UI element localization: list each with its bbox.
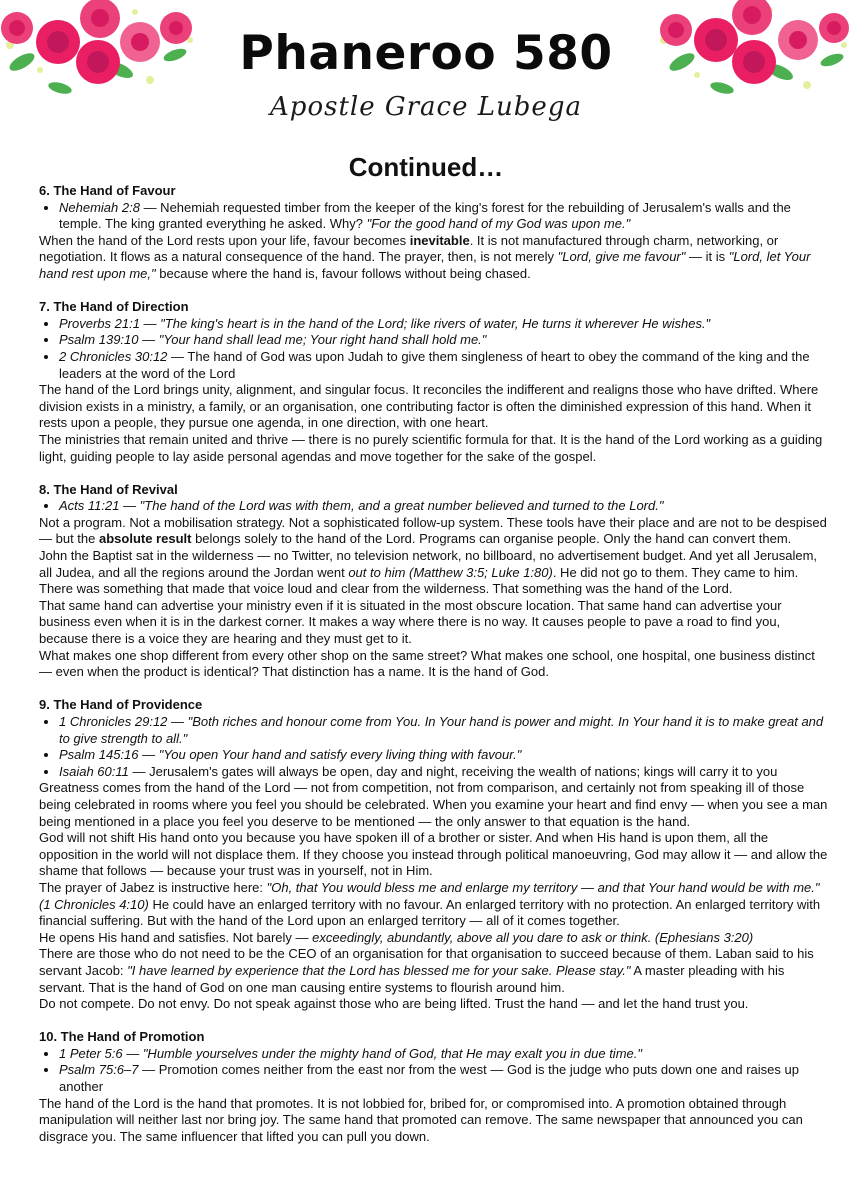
text-run: Not a program. Not a mobilisation strategy. Not a sophisticated follow-up system. These tools have their place and are not to be despised — but the — [39, 514, 827, 547]
scripture-reference: Psalm 75:6–7 — [59, 1062, 139, 1078]
page-title: Phaneroo 580 — [239, 26, 613, 81]
section-hand-of-direction — [39, 299, 829, 465]
scripture-item — [59, 332, 829, 349]
italic-text: "Oh, that You would bless me and enlarge my territory — and that Your hand would be with me." (1 Chronicles 4:10) — [39, 879, 820, 912]
paragraph: The hand of the Lord is the hand that promotes. It is not lobbied for, bribed for, or compromised into. A promotion obtained through manipulation will neither last nor bring joy. The same hand that promoted can remove. The same newspaper that announced you can disgrace you. The same influencer that lifted you can pull you down. — [39, 1095, 803, 1144]
scripture-item — [59, 200, 829, 233]
text-run: John the Baptist sat in the wilderness — no Twitter, no television network, no billboard, no advertisement budget. And yet all Jerusalem, all Judea, and all the regions around the Jordan went — [39, 548, 818, 580]
section-hand-of-providence — [39, 697, 829, 1012]
paragraph: What makes one shop different from every other shop on the same street? What makes one school, one hospital, one business distinct — even when the product is identical? That distinction has a name. It is the hand of God. — [39, 647, 815, 680]
paragraph — [39, 548, 829, 598]
scripture-item — [59, 747, 829, 764]
scripture-list — [39, 498, 829, 515]
paragraph — [39, 880, 829, 930]
scripture-item — [59, 316, 829, 333]
text-run: belongs solely to the hand of the Lord. Programs can organise people. Only the hand can convert them. — [191, 531, 792, 547]
paragraph — [39, 930, 829, 947]
scripture-text: — Jerusalem's gates will always be open, day and night, receiving the wealth of nations; kings will carry it to you — [128, 763, 778, 779]
scripture-quote: 1 Chronicles 29:12 — "Both riches and honour come from You. In Your hand is power and might. In Your hand it is to make great and to give strength to all." — [59, 714, 824, 746]
scripture-quote: 1 Peter 5:6 — "Humble yourselves under the mighty hand of God, that He may exalt you in due time." — [59, 1045, 642, 1061]
text-run: A master pleading with his servant. That is the hand of God on one man causing entire systems to flourish around him. — [39, 962, 785, 995]
text-run: — it is — [685, 249, 729, 265]
scripture-item — [59, 498, 829, 515]
text-run: . It is not manufactured through charm, networking, or negotiation. It flows as a natural consequence of the hand. The prayer, then, is not merely — [39, 232, 779, 265]
scripture-reference: Isaiah 60:11 — [59, 763, 129, 779]
paragraph: God will not shift His hand onto you because you have spoken ill of a brother or sister. And when His hand is upon them, all the opposition in the world will not displace them. If they choose you instead through political manoeuvring, God may allow it — and allow the shame that follows — because your trust was in yourself, not in Him. — [39, 830, 828, 879]
paragraph — [39, 515, 829, 548]
section-heading: 9. The Hand of Providence — [39, 697, 203, 713]
scripture-text: — Nehemiah requested timber from the keeper of the king's forest for the rebuilding of Jerusalem's walls and the temple. The king granted everything he asked. Why? — [59, 199, 791, 232]
text-run: He opens His hand and satisfies. Not barely — — [39, 929, 313, 945]
scripture-quote: Psalm 145:16 — "You open Your hand and satisfy every living thing with favour." — [59, 747, 522, 763]
paragraph: That same hand can advertise your ministry even if it is situated in the most obscure location. That same hand can advertise your business even when it is in the darkest corner. It makes a way where there is no way. It causes people to pave a road to find you, because there is a voice they are hearing and they must get to it. — [39, 597, 782, 647]
paragraph — [39, 946, 829, 996]
scripture-list — [39, 1046, 829, 1096]
section-hand-of-revival — [39, 482, 829, 681]
section-heading: 6. The Hand of Favour — [39, 183, 176, 198]
section-hand-of-favour — [39, 183, 829, 283]
scripture-list — [39, 200, 829, 233]
section-heading: 8. The Hand of Revival — [39, 481, 178, 497]
scripture-item — [59, 1046, 829, 1063]
italic-text: "Lord, give me favour" — [557, 249, 686, 265]
scripture-reference: Nehemiah 2:8 — [59, 199, 140, 215]
scripture-list — [39, 316, 829, 382]
text-run: There are those who do not need to be the CEO of an organisation for that organisation to succeed because of them. Laban said to his servant Jacob: — [39, 946, 814, 978]
page-subtitle: Continued… — [348, 152, 504, 182]
paragraph — [39, 233, 829, 283]
document-body — [39, 183, 829, 1162]
italic-text: "I have learned by experience that the Lord has blessed me for your sake. Please stay." — [127, 962, 631, 978]
section-heading: 7. The Hand of Direction — [39, 299, 189, 315]
scripture-text: — Promotion comes neither from the east nor from the west — God is the judge who puts down one and raises up another — [59, 1062, 799, 1095]
scripture-item — [59, 349, 829, 382]
scripture-quote: Proverbs 21:1 — "The king's heart is in the hand of the Lord; like rivers of water, He turns it wherever He wishes." — [59, 315, 711, 331]
scripture-quote: Psalm 139:10 — "Your hand shall lead me; Your right hand shall hold me." — [59, 332, 487, 348]
paragraph: The hand of the Lord brings unity, alignment, and singular focus. It reconciles the indifferent and realigns those who have drifted. Where division exists in a ministry, a family, or an organisation, one contributing factor is often the diminished expression of this hand. When it rests upon a people, they pursue one agenda, in one direction, with one heart. — [39, 382, 819, 431]
italic-text: "Lord, let Your hand rest upon me," — [39, 249, 811, 281]
scripture-item — [59, 1062, 829, 1095]
scripture-reference: 2 Chronicles 30:12 — [59, 348, 168, 364]
section-hand-of-promotion — [39, 1029, 829, 1145]
italic-text: out to him (Matthew 3:5; Luke 1:80) — [348, 564, 553, 580]
italic-text: exceedingly, abundantly, above all you dare to ask or think. (Ephesians 3:20) — [312, 929, 754, 945]
scripture-list — [39, 714, 829, 780]
author-signature: Apostle Grace Lubega — [270, 92, 582, 122]
text-run: because where the hand is, favour follows without being chased. — [155, 265, 531, 281]
text-run: The prayer of Jabez is instructive here: — [39, 879, 267, 895]
scripture-quote: Acts 11:21 — "The hand of the Lord was with them, and a great number believed and turned to the Lord." — [59, 498, 664, 514]
paragraph: The ministries that remain united and thrive — there is no purely scientific formula for that. It is the hand of the Lord working as a guiding light, guiding people to lay aside personal agendas and move together for the sake of the gospel. — [39, 431, 823, 464]
text-run: When the hand of the Lord rests upon your life, favour becomes — [39, 232, 410, 248]
bold-text: absolute result — [98, 531, 192, 547]
scripture-text: — The hand of God was upon Judah to give them singleness of heart to obey the command of the king and the leaders at the word of the Lord — [59, 348, 810, 381]
bold-text: inevitable — [409, 232, 470, 248]
text-run: . He did not go to them. They came to him. There was something that made that voice loud and clear from the wilderness. That something was the hand of the Lord. — [39, 564, 799, 597]
scripture-item — [59, 764, 829, 781]
scripture-item — [59, 714, 829, 747]
paragraph: Do not compete. Do not envy. Do not speak against those who are being lifted. Trust the hand — and let the hand trust you. — [39, 996, 749, 1012]
section-heading: 10. The Hand of Promotion — [39, 1029, 205, 1045]
scripture-quote: "For the good hand of my God was upon me." — [366, 216, 631, 232]
text-run: He could have an enlarged territory with no favour. An enlarged territory with no protection. An enlarged territory with financial suffering. But with the hand of the Lord upon an enlarged territory — all of it comes together. — [39, 896, 821, 929]
paragraph: Greatness comes from the hand of the Lord — not from competition, not from comparison, and certainly not from speaking ill of those being celebrated in rooms where you feel you should be celebrated. When you examine your heart and find envy — when you see a man being mentioned in a place you feel you deserve to be mentioned — the only answer to that equation is the hand. — [39, 780, 828, 829]
